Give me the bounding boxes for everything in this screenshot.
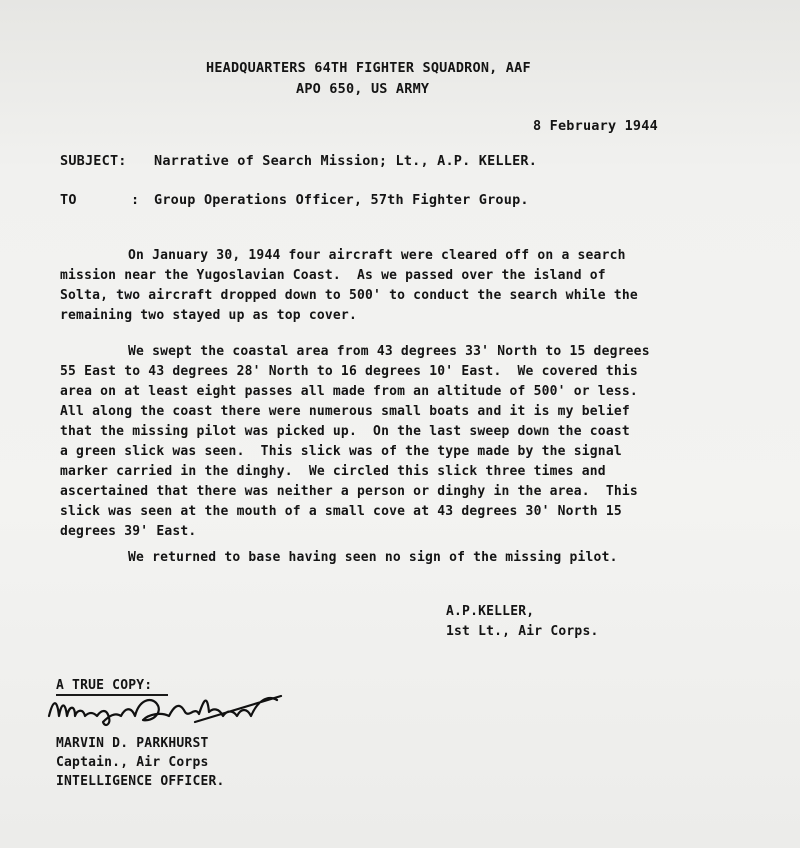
- true-copy-role: INTELLIGENCE OFFICER.: [56, 774, 225, 789]
- true-copy-title: Captain., Air Corps: [56, 755, 209, 770]
- para1-line: remaining two stayed up as top cover.: [60, 308, 357, 323]
- para2-line: area on at least eight passes all made from an altitude of 500' or less.: [60, 384, 638, 399]
- para1-line: mission near the Yugoslavian Coast. As we passed over the island of: [60, 268, 606, 283]
- para2-line: ascertained that there was neither a person or dinghy in the area. This: [60, 484, 638, 499]
- to-colon: :: [131, 192, 140, 208]
- para2-line: slick was seen at the mouth of a small cove at 43 degrees 30' North 15: [60, 504, 622, 519]
- true-copy-label: A TRUE COPY:: [56, 678, 153, 693]
- true-copy-name: MARVIN D. PARKHURST: [56, 736, 209, 751]
- subject-text: Narrative of Search Mission; Lt., A.P. KELLER.: [154, 153, 538, 169]
- subject-label: SUBJECT:: [60, 153, 127, 169]
- signer-name: A.P.KELLER,: [446, 604, 535, 619]
- para2-line: that the missing pilot was picked up. On the last sweep down the coast: [60, 424, 630, 439]
- para1-line: On January 30, 1944 four aircraft were cleared off on a search: [128, 248, 626, 263]
- para2-line: All along the coast there were numerous small boats and it is my belief: [60, 404, 630, 419]
- para2-line: 55 East to 43 degrees 28' North to 16 degrees 10' East. We covered this: [60, 364, 638, 379]
- para2-line: We swept the coastal area from 43 degrees 33' North to 15 degrees: [128, 344, 650, 359]
- para3-line: We returned to base having seen no sign of the missing pilot.: [128, 550, 618, 565]
- header-unit: HEADQUARTERS 64TH FIGHTER SQUADRON, AAF: [206, 60, 531, 76]
- para2-line: a green slick was seen. This slick was of the type made by the signal: [60, 444, 622, 459]
- header-apo: APO 650, US ARMY: [296, 81, 430, 97]
- to-text: Group Operations Officer, 57th Fighter Group.: [154, 192, 529, 208]
- para2-line: degrees 39' East.: [60, 524, 197, 539]
- to-label: TO: [60, 192, 77, 208]
- para2-line: marker carried in the dinghy. We circled this slick three times and: [60, 464, 606, 479]
- handwritten-signature: [45, 682, 295, 742]
- para1-line: Solta, two aircraft dropped down to 500' to conduct the search while the: [60, 288, 638, 303]
- signer-rank: 1st Lt., Air Corps.: [446, 624, 599, 639]
- letter-date: 8 February 1944: [533, 118, 658, 134]
